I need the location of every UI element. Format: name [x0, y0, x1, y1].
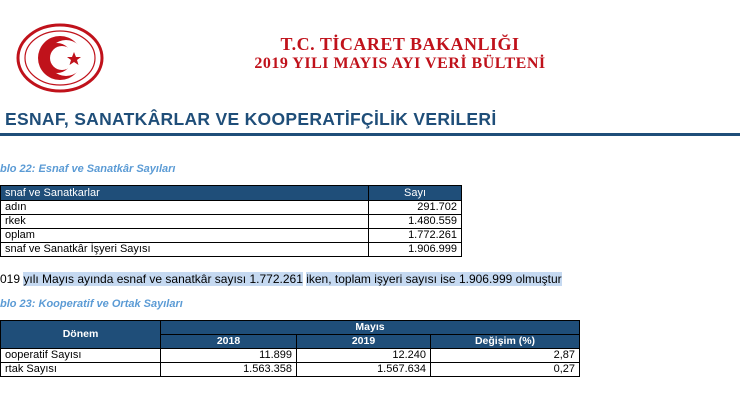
paragraph-segment: 019	[0, 272, 24, 286]
table-cell: 12.240	[297, 349, 431, 363]
table-header: snaf ve Sanatkarlar	[1, 186, 369, 201]
table-cell: 1.906.999	[369, 243, 462, 257]
table-header: Sayı	[369, 186, 462, 201]
table-cell: adın	[1, 201, 369, 215]
table-cell: ooperatif Sayısı	[1, 349, 161, 363]
table-cell: 1.567.634	[297, 363, 431, 377]
table23	[0, 320, 580, 377]
table-cell: 1.563.358	[161, 363, 297, 377]
table-header: Dönem	[1, 321, 161, 349]
header-line-2: 2019 YILI MAYIS AYI VERİ BÜLTENİ	[254, 55, 546, 72]
table22	[0, 185, 462, 257]
section-title: ESNAF, SANATKÂRLAR VE KOOPERATİFÇİLİK VERİLERİ	[5, 109, 497, 129]
table-row	[1, 215, 462, 229]
table-cell: snaf ve Sanatkâr İşyeri Sayısı	[1, 243, 369, 257]
table-header: 2019	[297, 335, 431, 349]
table-cell: 1.480.559	[369, 215, 462, 229]
paragraph-segment: iken, toplam işyeri sayısı ise	[306, 272, 459, 286]
table23-caption: blo 23: Kooperatif ve Ortak Sayıları	[0, 298, 183, 310]
table-cell: rtak Sayısı	[1, 363, 161, 377]
table-row	[1, 363, 580, 377]
table-header-row	[1, 321, 580, 335]
paragraph-segment: 1.906.999	[458, 272, 513, 286]
ministry-logo-icon	[14, 22, 106, 94]
table-row	[1, 201, 462, 215]
table-header: Mayıs	[161, 321, 580, 335]
section-divider	[0, 133, 740, 136]
table-row	[1, 243, 462, 257]
paragraph-segment: Mayıs	[38, 272, 78, 286]
table-row	[1, 349, 580, 363]
table-cell: 1.772.261	[369, 229, 462, 243]
header-line-1: T.C. TİCARET BAKANLIĞI	[280, 34, 520, 54]
table-cell: 0,27	[431, 363, 580, 377]
table-cell: 291.702	[369, 201, 462, 215]
table-header: 2018	[161, 335, 297, 349]
paragraph-segment: yılı	[23, 272, 39, 286]
summary-paragraph	[0, 272, 562, 286]
table-header: Değişim (%)	[431, 335, 580, 349]
table-cell: 11.899	[161, 349, 297, 363]
table22-caption: blo 22: Esnaf ve Sanatkâr Sayıları	[0, 163, 176, 175]
table-row	[1, 229, 462, 243]
paragraph-segment: 1.772.261	[249, 272, 303, 286]
table-header-row	[1, 186, 462, 201]
table-cell: rkek	[1, 215, 369, 229]
paragraph-segment: ayında esnaf ve sanatkâr sayısı	[77, 272, 250, 286]
table-cell: 2,87	[431, 349, 580, 363]
paragraph-segment: olmuştur	[512, 272, 562, 286]
table-cell: oplam	[1, 229, 369, 243]
